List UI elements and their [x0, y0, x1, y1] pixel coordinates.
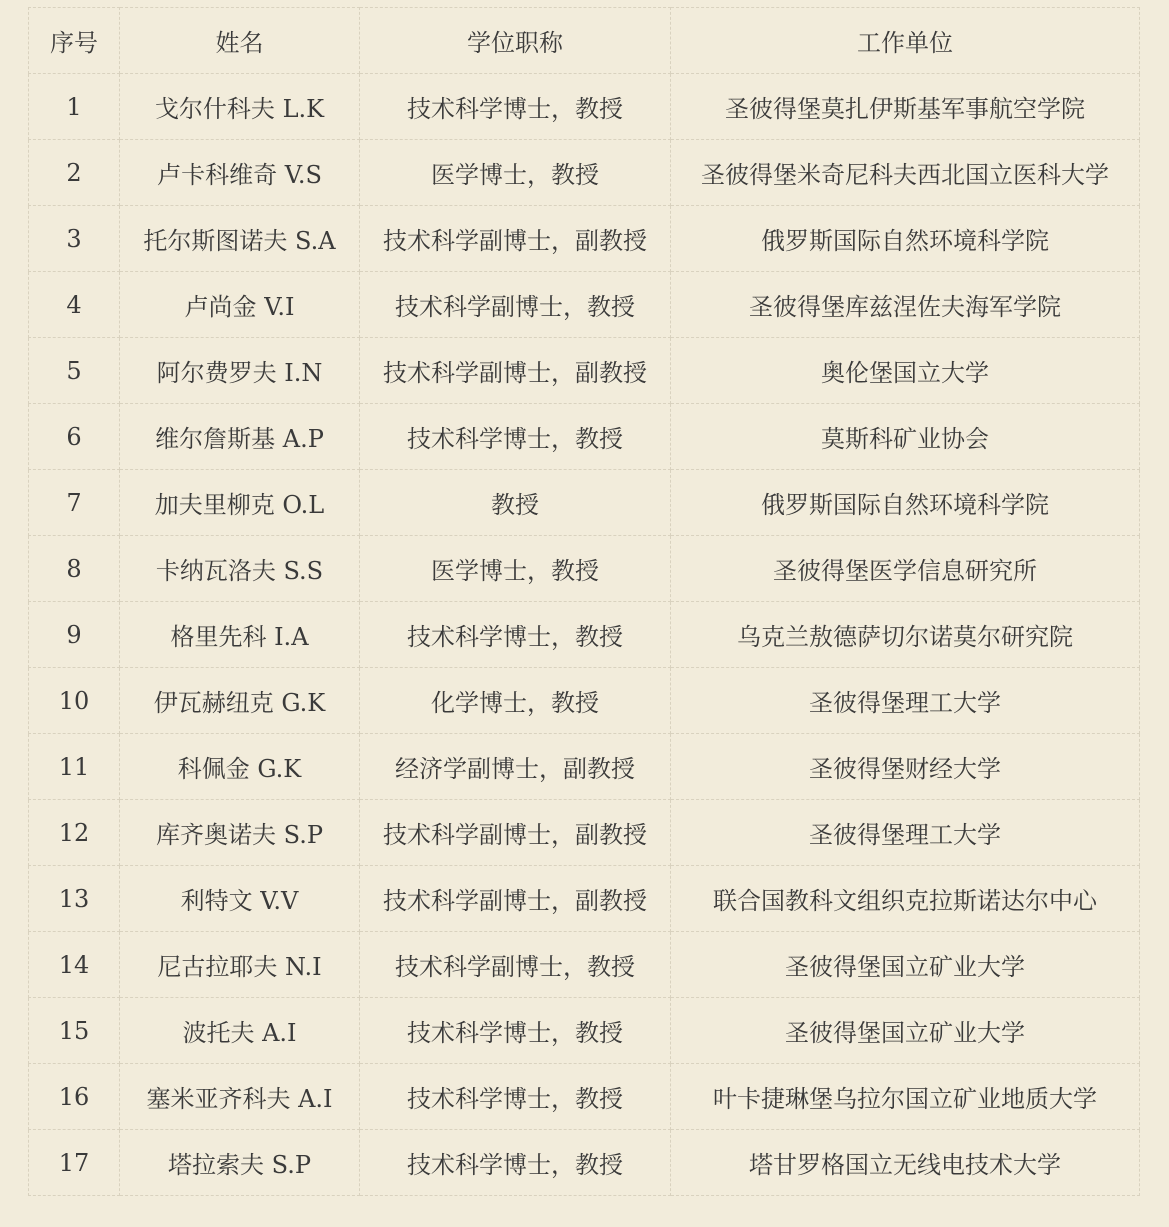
cell-title: 技术科学副博士，教授	[360, 272, 671, 338]
cell-title: 化学博士，教授	[360, 668, 671, 734]
cell-no: 1	[29, 74, 120, 140]
table-body	[29, 74, 1140, 1196]
table-row	[29, 800, 1140, 866]
cell-name: 格里先科 I.A	[120, 602, 360, 668]
table-row	[29, 734, 1140, 800]
cell-title: 教授	[360, 470, 671, 536]
cell-no: 2	[29, 140, 120, 206]
table-row	[29, 206, 1140, 272]
cell-org: 塔甘罗格国立无线电技术大学	[671, 1130, 1140, 1196]
cell-name: 利特文 V.V	[120, 866, 360, 932]
cell-name: 维尔詹斯基 A.P	[120, 404, 360, 470]
cell-name: 加夫里柳克 O.L	[120, 470, 360, 536]
cell-no: 9	[29, 602, 120, 668]
cell-name: 伊瓦赫纽克 G.K	[120, 668, 360, 734]
table-row	[29, 536, 1140, 602]
cell-title: 技术科学副博士，副教授	[360, 800, 671, 866]
cell-org: 圣彼得堡理工大学	[671, 800, 1140, 866]
cell-no: 5	[29, 338, 120, 404]
table-row	[29, 272, 1140, 338]
cell-no: 12	[29, 800, 120, 866]
table-row	[29, 932, 1140, 998]
cell-org: 圣彼得堡米奇尼科夫西北国立医科大学	[671, 140, 1140, 206]
table-row	[29, 1064, 1140, 1130]
header-title: 学位职称	[360, 8, 671, 74]
table-row	[29, 998, 1140, 1064]
cell-title: 技术科学博士，教授	[360, 404, 671, 470]
cell-org: 圣彼得堡莫扎伊斯基军事航空学院	[671, 74, 1140, 140]
cell-no: 14	[29, 932, 120, 998]
cell-org: 乌克兰敖德萨切尔诺莫尔研究院	[671, 602, 1140, 668]
cell-no: 15	[29, 998, 120, 1064]
cell-no: 13	[29, 866, 120, 932]
cell-title: 技术科学博士，教授	[360, 1130, 671, 1196]
cell-org: 圣彼得堡国立矿业大学	[671, 932, 1140, 998]
table-row	[29, 470, 1140, 536]
cell-no: 11	[29, 734, 120, 800]
cell-title: 医学博士，教授	[360, 140, 671, 206]
cell-name: 卡纳瓦洛夫 S.S	[120, 536, 360, 602]
cell-org: 联合国教科文组织克拉斯诺达尔中心	[671, 866, 1140, 932]
cell-no: 7	[29, 470, 120, 536]
cell-name: 塞米亚齐科夫 A.I	[120, 1064, 360, 1130]
cell-title: 技术科学副博士，副教授	[360, 206, 671, 272]
table-row	[29, 140, 1140, 206]
cell-no: 16	[29, 1064, 120, 1130]
cell-name: 科佩金 G.K	[120, 734, 360, 800]
cell-org: 俄罗斯国际自然环境科学院	[671, 470, 1140, 536]
cell-org: 圣彼得堡库兹涅佐夫海军学院	[671, 272, 1140, 338]
cell-no: 6	[29, 404, 120, 470]
cell-title: 技术科学博士，教授	[360, 1064, 671, 1130]
header-org: 工作单位	[671, 8, 1140, 74]
header-row	[29, 8, 1140, 74]
table-row	[29, 404, 1140, 470]
cell-title: 医学博士，教授	[360, 536, 671, 602]
cell-name: 卢卡科维奇 V.S	[120, 140, 360, 206]
cell-org: 圣彼得堡国立矿业大学	[671, 998, 1140, 1064]
cell-name: 戈尔什科夫 L.K	[120, 74, 360, 140]
cell-org: 奥伦堡国立大学	[671, 338, 1140, 404]
cell-name: 塔拉索夫 S.P	[120, 1130, 360, 1196]
cell-org: 叶卡捷琳堡乌拉尔国立矿业地质大学	[671, 1064, 1140, 1130]
table-row	[29, 866, 1140, 932]
cell-org: 圣彼得堡医学信息研究所	[671, 536, 1140, 602]
cell-name: 卢尚金 V.I	[120, 272, 360, 338]
cell-name: 库齐奥诺夫 S.P	[120, 800, 360, 866]
cell-title: 技术科学博士，教授	[360, 998, 671, 1064]
cell-name: 阿尔费罗夫 I.N	[120, 338, 360, 404]
cell-title: 技术科学副博士，副教授	[360, 338, 671, 404]
cell-name: 托尔斯图诺夫 S.A	[120, 206, 360, 272]
cell-no: 10	[29, 668, 120, 734]
cell-title: 技术科学博士，教授	[360, 602, 671, 668]
cell-title: 技术科学博士，教授	[360, 74, 671, 140]
cell-no: 4	[29, 272, 120, 338]
cell-no: 3	[29, 206, 120, 272]
cell-org: 圣彼得堡财经大学	[671, 734, 1140, 800]
cell-no: 8	[29, 536, 120, 602]
cell-org: 莫斯科矿业协会	[671, 404, 1140, 470]
cell-title: 技术科学副博士，教授	[360, 932, 671, 998]
table-row	[29, 74, 1140, 140]
cell-name: 尼古拉耶夫 N.I	[120, 932, 360, 998]
table-container	[28, 7, 1139, 1196]
cell-title: 技术科学副博士，副教授	[360, 866, 671, 932]
header-no: 序号	[29, 8, 120, 74]
table-row	[29, 602, 1140, 668]
cell-org: 俄罗斯国际自然环境科学院	[671, 206, 1140, 272]
members-table	[28, 7, 1140, 1196]
cell-title: 经济学副博士，副教授	[360, 734, 671, 800]
cell-name: 波托夫 A.I	[120, 998, 360, 1064]
table-header	[29, 8, 1140, 74]
cell-no: 17	[29, 1130, 120, 1196]
table-row	[29, 1130, 1140, 1196]
table-row	[29, 668, 1140, 734]
cell-org: 圣彼得堡理工大学	[671, 668, 1140, 734]
table-row	[29, 338, 1140, 404]
header-name: 姓名	[120, 8, 360, 74]
